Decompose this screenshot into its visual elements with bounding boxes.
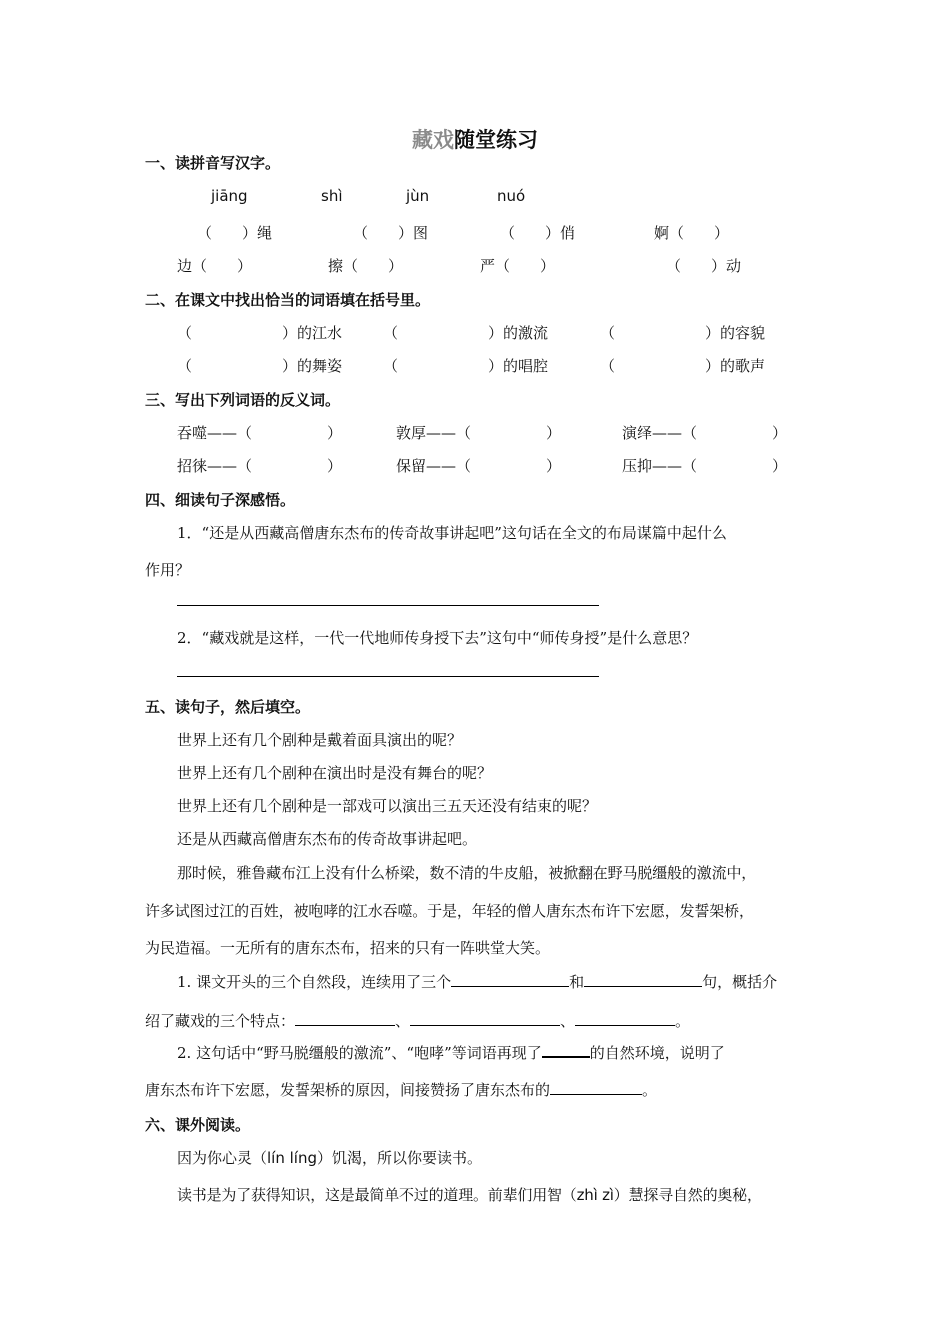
s1-r1-item2: （ ）图 (353, 224, 429, 242)
pinyin-4: nuó (497, 187, 526, 205)
s5-p4: 还是从西藏高僧唐东杰布的传奇故事讲起吧。 (177, 830, 478, 848)
s5-q2-blank-2[interactable] (550, 1080, 642, 1095)
s3-r2-item1: 招徕——（ ） (177, 457, 343, 475)
s5-q1-blank-2[interactable] (584, 972, 702, 987)
section3-heading: 三、写出下列词语的反义词。 (145, 391, 341, 409)
section6-heading: 六、课外阅读。 (145, 1116, 251, 1134)
s2-r1-item2: （ ）的激流 (383, 324, 549, 342)
s5-p5-line3: 为民造福。一无所有的唐东杰布，招来的只有一阵哄堂大笑。 (145, 939, 551, 957)
s1-r1-item4: 婀（ ） (654, 224, 730, 242)
s6-p1-text-a: 因为你心灵（ (177, 1149, 268, 1167)
s5-q1-blank-5[interactable] (575, 1011, 675, 1026)
s2-r1-item3: （ ）的容貌 (600, 324, 766, 342)
page-title (0, 124, 950, 154)
title-part1: 藏戏 (412, 128, 454, 152)
s5-p5-line2: 许多试图过江的百姓，被咆哮的江水吞噬。于是，年轻的僧人唐东杰布许下宏愿，发誓架桥， (145, 902, 754, 920)
s5-q2-line1 (177, 1042, 725, 1063)
s2-r1-item1: （ ）的江水 (177, 324, 343, 342)
s5-q2-text-b: 的自然环境，说明了 (589, 1044, 725, 1062)
s5-q1-line2 (145, 1010, 690, 1031)
s3-r1-item3: 演绎——（ ） (622, 424, 788, 442)
s4-answer-line-2[interactable] (177, 676, 599, 677)
s1-r1-item1: （ ）绳 (197, 224, 273, 242)
s3-r2-item3: 压抑——（ ） (622, 457, 788, 475)
s5-q1-blank-4[interactable] (410, 1011, 560, 1026)
s5-q2-line2 (145, 1079, 657, 1100)
s4-answer-line-1[interactable] (177, 605, 599, 606)
s5-q1-blank-1[interactable] (451, 972, 569, 987)
pinyin-1: jiāng (211, 187, 248, 205)
s6-p1-text-b: ）饥渴，所以你要读书。 (317, 1149, 483, 1167)
s3-r1-item1: 吞噬——（ ） (177, 424, 343, 442)
section2-heading: 二、在课文中找出恰当的词语填在括号里。 (145, 291, 431, 309)
s1-r2-item4: （ ）动 (666, 257, 742, 275)
s5-p5-line1: 那时候，雅鲁藏布江上没有什么桥梁，数不清的牛皮船，被掀翻在野马脱缰般的激流中， (177, 864, 757, 882)
s6-p2 (177, 1184, 762, 1205)
s6-p2-pinyin: zhì zì (576, 1186, 614, 1204)
s2-r2-item3: （ ）的歌声 (600, 357, 766, 375)
s5-p1: 世界上还有几个剧种是戴着面具演出的呢？ (177, 731, 463, 749)
s5-q2-blank-1[interactable] (542, 1042, 590, 1058)
s5-q2-text-a: 2. 这句话中“野马脱缰般的激流”、“咆哮”等词语再现了 (177, 1044, 542, 1062)
s5-q1-sep-1: 、 (395, 1012, 411, 1030)
title-part2: 随堂练习 (454, 128, 538, 152)
s1-r2-item3: 严（ ） (480, 257, 556, 275)
s6-p2-text-a: 读书是为了获得知识，这是最简单不过的道理。前辈们用智（ (177, 1186, 577, 1204)
s2-r2-item2: （ ）的唱腔 (383, 357, 549, 375)
s5-q2-end: 。 (642, 1081, 658, 1099)
section1-heading: 一、读拼音写汉字。 (145, 154, 281, 172)
s4-q1-line1: 1．“还是从西藏高僧唐东杰布的传奇故事讲起吧”这句话在全文的布局谋篇中起什么 (177, 524, 727, 542)
s5-q1-text-a: 1. 课文开头的三个自然段，连续用了三个 (177, 973, 452, 991)
s3-r2-item2: 保留——（ ） (396, 457, 562, 475)
s5-q1-end: 。 (675, 1012, 691, 1030)
s1-r2-item2: 擦（ ） (328, 257, 404, 275)
s1-r1-item3: （ ）俏 (500, 224, 576, 242)
s4-q2: 2．“藏戏就是这样，一代一代地师传身授下去”这句中“师传身授”是什么意思？ (177, 629, 698, 647)
pinyin-3: jùn (406, 187, 430, 205)
section5-heading: 五、读句子，然后填空。 (145, 698, 311, 716)
s2-r2-item1: （ ）的舞姿 (177, 357, 343, 375)
section4-heading: 四、细读句子深感悟。 (145, 491, 296, 509)
s5-q2-text-c: 唐东杰布许下宏愿，发誓架桥的原因，间接赞扬了唐东杰布的 (145, 1081, 551, 1099)
s5-q1-sep-2: 、 (560, 1012, 576, 1030)
s5-q1-text-c: 句，概括介 (702, 973, 778, 991)
s3-r1-item2: 敦厚——（ ） (396, 424, 562, 442)
s1-r2-item1: 边（ ） (177, 257, 253, 275)
s5-p2: 世界上还有几个剧种在演出时是没有舞台的呢？ (177, 764, 493, 782)
s6-p2-text-b: ）慧探寻自然的奥秘， (613, 1186, 762, 1204)
s4-q1-line2: 作用？ (145, 561, 191, 579)
s6-p1-pinyin: lín líng (267, 1149, 317, 1167)
s5-q1-text-d: 绍了藏戏的三个特点： (145, 1012, 296, 1030)
s5-q1-blank-3[interactable] (295, 1011, 395, 1026)
s5-q1-text-b: 和 (569, 973, 585, 991)
s5-p3: 世界上还有几个剧种是一部戏可以演出三五天还没有结束的呢？ (177, 797, 598, 815)
s6-p1 (177, 1147, 482, 1168)
pinyin-2: shì (321, 187, 343, 205)
s5-q1-line1 (177, 971, 777, 992)
